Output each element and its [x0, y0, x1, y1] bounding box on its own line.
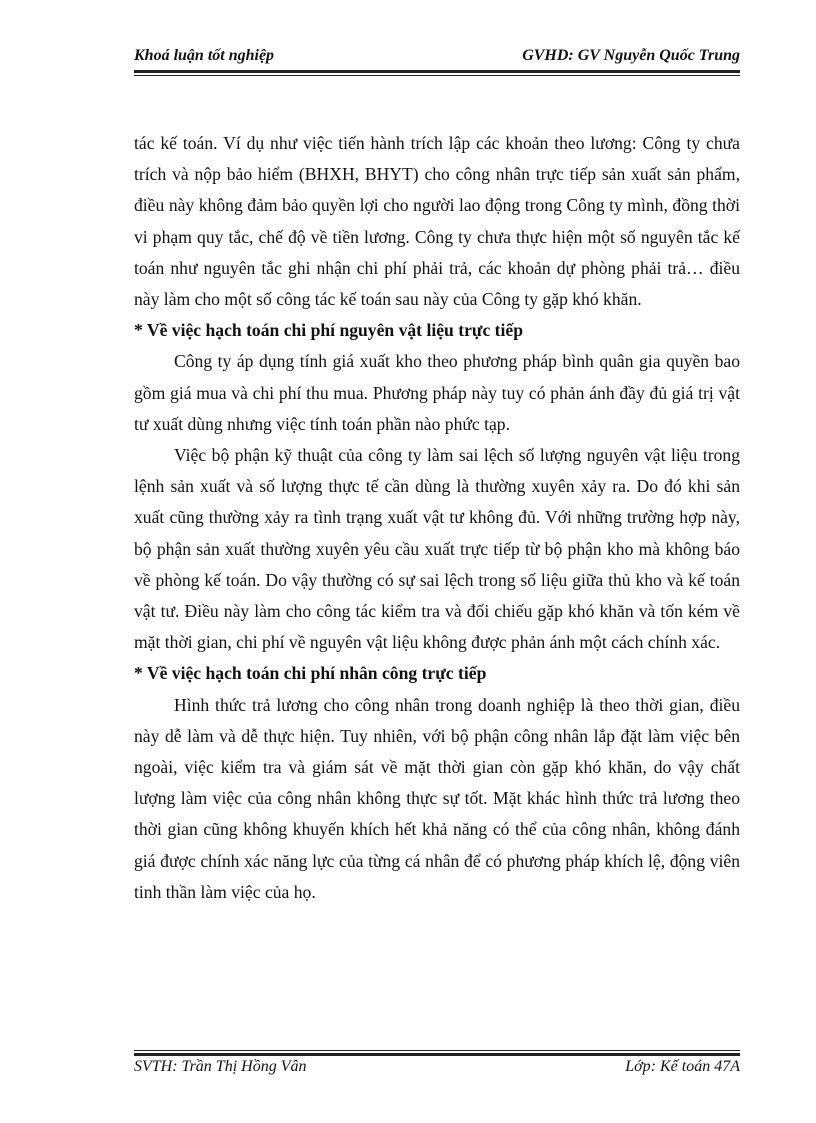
header-rule-thin: [134, 75, 740, 76]
paragraph-wage-form: Hình thức trả lương cho công nhân trong doanh nghiệp là theo thời gian, điều này dễ làm và dễ thực hiện. Tuy nhiên, với bộ phận công nhân lắp đặt làm việc bên ngoài, việc kiểm tra và giám sát về mặt thời gian còn gặp khó khăn, do vậy chất lượng làm việc của công nhân không thực sự tốt. Mặt khác hình thức trả lương theo thời gian cũng không khuyến khích hết khả năng có thể của công nhân, không đánh giá được chính xác năng lực của từng cá nhân để có phương pháp khích lệ, động viên tinh thần làm việc của họ.: [134, 694, 740, 902]
page-footer: [134, 1057, 740, 1077]
header-thesis-label: Khoá luận tốt nghiệp: [134, 47, 275, 64]
body-text: [134, 128, 740, 908]
section-heading-materials: * Về việc hạch toán chi phí nguyên vật liệu trực tiếp: [134, 320, 523, 341]
header-advisor: GVHD: GV Nguyễn Quốc Trung: [522, 47, 740, 64]
paragraph-continued: tác kế toán. Ví dụ như việc tiến hành trích lập các khoản theo lương: Công ty chưa trích và nộp bảo hiểm (BHXH, BHYT) cho công nhân trực tiếp sản xuất sản phẩm, điều này không đảm bảo quyền lợi cho người lao động trong Công ty mình, đồng thời vi phạm quy tắc, chế độ về tiền lương. Công ty chưa thực hiện một số nguyên tắc kế toán như nguyên tắc ghi nhận chi phí phải trả, các khoản dự phòng phải trả… điều này làm cho một số công tác kế toán sau này của Công ty gặp khó khăn.: [134, 133, 740, 310]
footer-rule: [134, 1053, 740, 1056]
page-header: [134, 46, 740, 66]
section-heading-labor: * Về việc hạch toán chi phí nhân công trực tiếp: [134, 663, 487, 684]
paragraph-pricing-method: Công ty áp dụng tính giá xuất kho theo phương pháp bình quân gia quyền bao gồm giá mua và chi phí thu mua. Phương pháp này tuy có phản ánh đầy đủ giá trị vật tư xuất dùng nhưng việc tính toán phần nào phức tạp.: [134, 351, 740, 434]
paragraph-material-discrepancy: Việc bộ phận kỹ thuật của công ty làm sai lệch số lượng nguyên vật liệu trong lệnh sản xuất và số lượng thực tế cần dùng là thường xuyên xảy ra. Do đó khi sản xuất cũng thường xảy ra tình trạng xuất vật tư không đủ. Với những trường hợp này, bộ phận sản xuất thường xuyên yêu cầu xuất trực tiếp từ bộ phận kho mà không báo về phòng kế toán. Do vậy thường có sự sai lệch trong số liệu giữa thủ kho và kế toán vật tư. Điều này làm cho công tác kiểm tra và đối chiếu gặp khó khăn và tốn kém về mặt thời gian, chi phí về nguyên vật liệu không được phản ánh một cách chính xác.: [134, 445, 740, 653]
footer-class: Lớp: Kế toán 47A: [625, 1058, 740, 1075]
header-rule: [134, 70, 740, 73]
footer-student: SVTH: Trần Thị Hồng Vân: [134, 1058, 307, 1075]
footer-rule-thin: [134, 1050, 740, 1051]
